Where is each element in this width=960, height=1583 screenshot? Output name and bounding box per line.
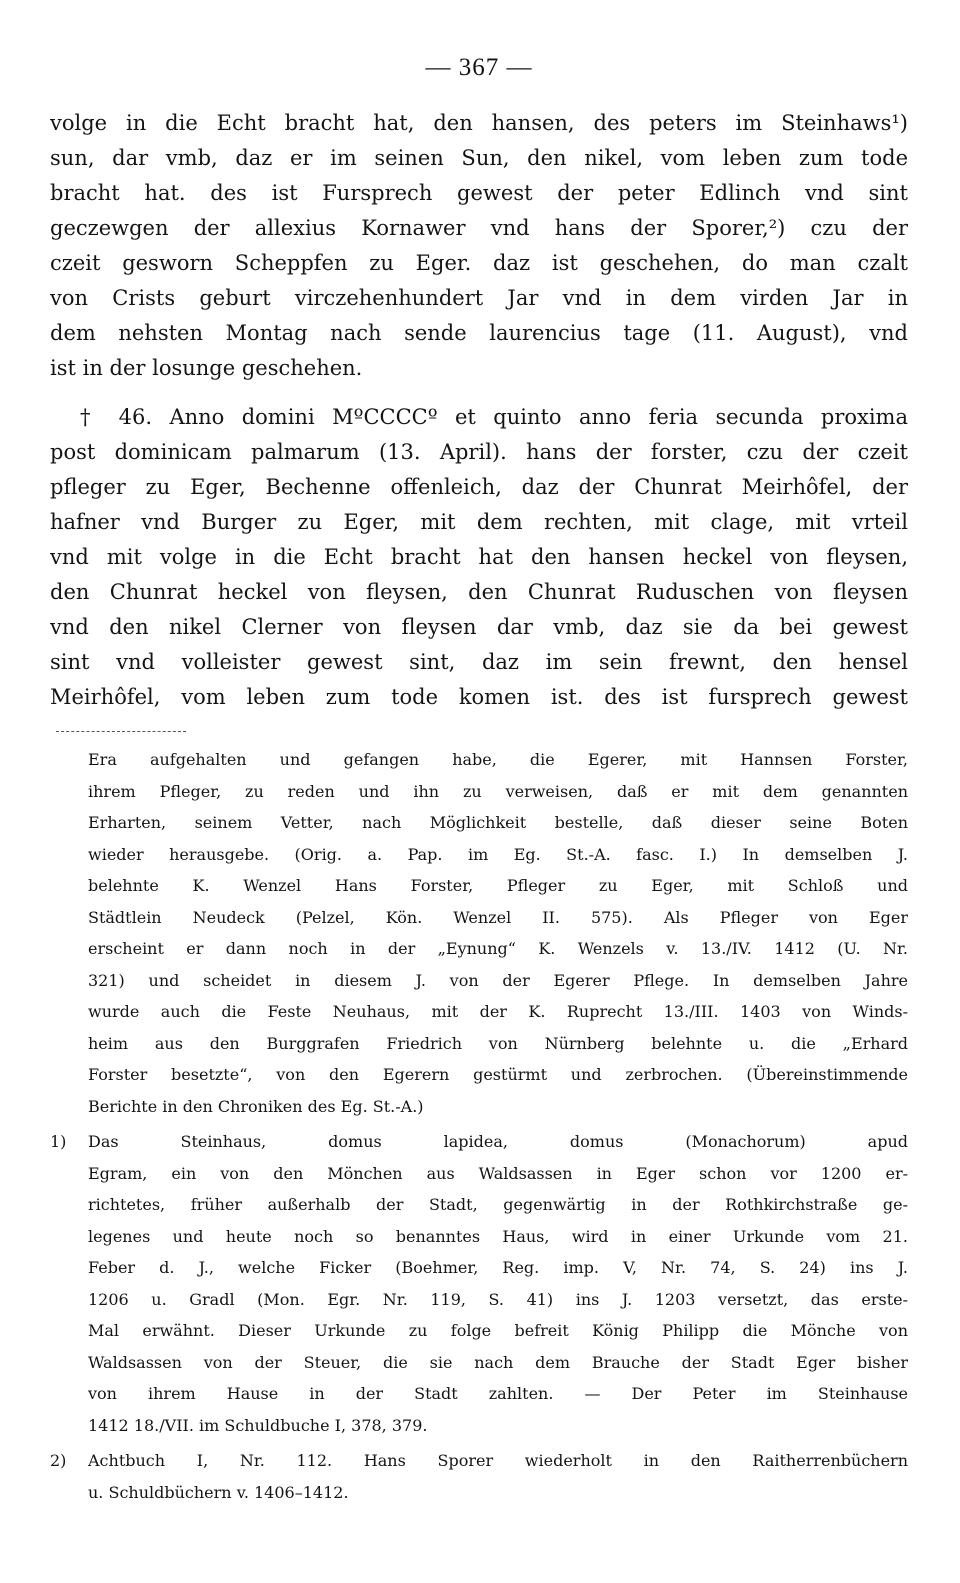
note-line: Das Steinhaus, domus lapidea, domus (Monachorum) apud — [88, 1132, 908, 1151]
note-line: Era aufgehalten und gefangen habe, die Egerer, mit Hannsen Forster, — [88, 750, 908, 769]
footnotes-section — [50, 744, 908, 1508]
text-line: von Crists geburt virczehenhundert Jar vnd in dem virden Jar in — [50, 286, 908, 310]
text-line: Meirhôfel, vom leben zum tode komen ist. des ist fursprech gewest — [50, 685, 908, 709]
footnote-marker: 1) — [50, 1132, 67, 1151]
main-text — [50, 106, 908, 715]
note-line: belehnte K. Wenzel Hans Forster, Pfleger zu Eger, mit Schloß und — [88, 876, 908, 895]
text-line: vnd mit volge in die Echt bracht hat den hansen heckel von fleysen, — [50, 545, 908, 569]
note-line: ihrem Pfleger, zu reden und ihn zu verweisen, daß er mit dem genannten — [88, 781, 908, 801]
note-line: wurde auch die Feste Neuhaus, mit der K. Ruprecht 13./III. 1403 von Winds- — [88, 1002, 908, 1021]
footnote-body — [88, 1126, 908, 1441]
footnote-2 — [50, 1445, 908, 1508]
text-line: sint vnd volleister gewest sint, daz im sein frewnt, den hensel — [50, 650, 908, 674]
entry-spacer — [50, 386, 908, 400]
note-line: richtetes, früher außerhalb der Stadt, gegenwärtig in der Rothkirchstraße ge- — [88, 1195, 908, 1214]
note-line: 321) und scheidet in diesem J. von der Egerer Pflege. In demselben Jahre — [88, 970, 908, 990]
text-line: sun, dar vmb, daz er im seinen Sun, den nikel, vom leben zum tode — [50, 146, 908, 170]
note-line: 1206 u. Gradl (Mon. Egr. Nr. 119, S. 41) ins J. 1203 versetzt, das erste- — [88, 1289, 908, 1309]
note-line: heim aus den Burggrafen Friedrich von Nürnberg belehnte u. die „Erhard — [88, 1033, 908, 1053]
text-line: post dominicam palmarum (13. April). hans der forster, czu der czeit — [50, 440, 908, 464]
text-line: vnd den nikel Clerner von fleysen dar vmb, daz sie da bei gewest — [50, 615, 908, 639]
footnote-1 — [50, 1126, 908, 1441]
text-line: volge in die Echt bracht hat, den hansen, des peters im Steinhaws¹) — [50, 111, 908, 135]
text-line: ist in der losunge geschehen. — [50, 356, 363, 380]
note-line: wieder herausgebe. (Orig. a. Pap. im Eg. St.-A. fasc. I.) In demselben J. — [88, 844, 908, 864]
note-line: Feber d. J., welche Ficker (Boehmer, Reg. imp. V, Nr. 74, S. 24) ins J. — [88, 1258, 908, 1277]
page-number: — 367 — — [425, 54, 533, 81]
text-line: czeit gesworn Scheppfen zu Eger. daz ist geschehen, do man czalt — [50, 251, 908, 275]
text-line: pfleger zu Eger, Bechenne offenleich, daz der Chunrat Meirhôfel, der — [50, 475, 908, 499]
footnote-body — [88, 1445, 908, 1508]
note-line: Städtlein Neudeck (Pelzel, Kön. Wenzel II. 575). Als Pfleger von Eger — [88, 907, 908, 927]
entry-46 — [50, 400, 908, 715]
text-line: † 46. Anno domini MºCCCCº et quinto anno feria secunda proxima — [80, 405, 908, 429]
footnote-continuation — [88, 744, 908, 1122]
note-line: Erharten, seinem Vetter, nach Möglichkeit bestelle, daß dieser seine Boten — [88, 813, 908, 832]
footnote-divider — [56, 731, 186, 732]
note-line: u. Schuldbüchern v. 1406–1412. — [88, 1482, 349, 1502]
note-line: legenes und heute noch so benanntes Haus, wird in einer Urkunde vom 21. — [88, 1226, 908, 1246]
text-line: hafner vnd Burger zu Eger, mit dem rechten, mit clage, mit vrteil — [50, 510, 908, 534]
footnote-marker: 2) — [50, 1451, 67, 1470]
note-line: von ihrem Hause in der Stadt zahlten. — Der Peter im Steinhause — [88, 1384, 908, 1403]
text-line: bracht hat. des ist Fursprech gewest der peter Edlinch vnd sint — [50, 181, 908, 205]
note-line: Berichte in den Chroniken des Eg. St.-A.) — [88, 1096, 424, 1116]
paragraph-continuation — [50, 106, 908, 386]
note-line: Egram, ein von den Mönchen aus Waldsassen in Eger schon vor 1200 er- — [88, 1163, 908, 1183]
text-line: dem nehsten Montag nach sende laurencius tage (11. August), vnd — [50, 321, 908, 345]
note-line: Waldsassen von der Steuer, die sie nach dem Brauche der Stadt Eger bisher — [88, 1352, 908, 1372]
note-line: erscheint er dann noch in der „Eynung“ K. Wenzels v. 13./IV. 1412 (U. Nr. — [88, 939, 908, 958]
note-line: 1412 18./VII. im Schuldbuche I, 378, 379. — [88, 1415, 428, 1435]
note-line: Achtbuch I, Nr. 112. Hans Sporer wiederholt in den Raitherrenbüchern — [88, 1451, 908, 1470]
text-line: den Chunrat heckel von fleysen, den Chunrat Ruduschen von fleysen — [50, 580, 908, 604]
text-line: geczewgen der allexius Kornawer vnd hans der Sporer,²) czu der — [50, 216, 908, 240]
note-line: Forster besetzte“, von den Egerern gestürmt und zerbrochen. (Übereinstimmende — [88, 1065, 908, 1084]
note-line: Mal erwähnt. Dieser Urkunde zu folge befreit König Philipp die Mönche von — [88, 1321, 908, 1340]
